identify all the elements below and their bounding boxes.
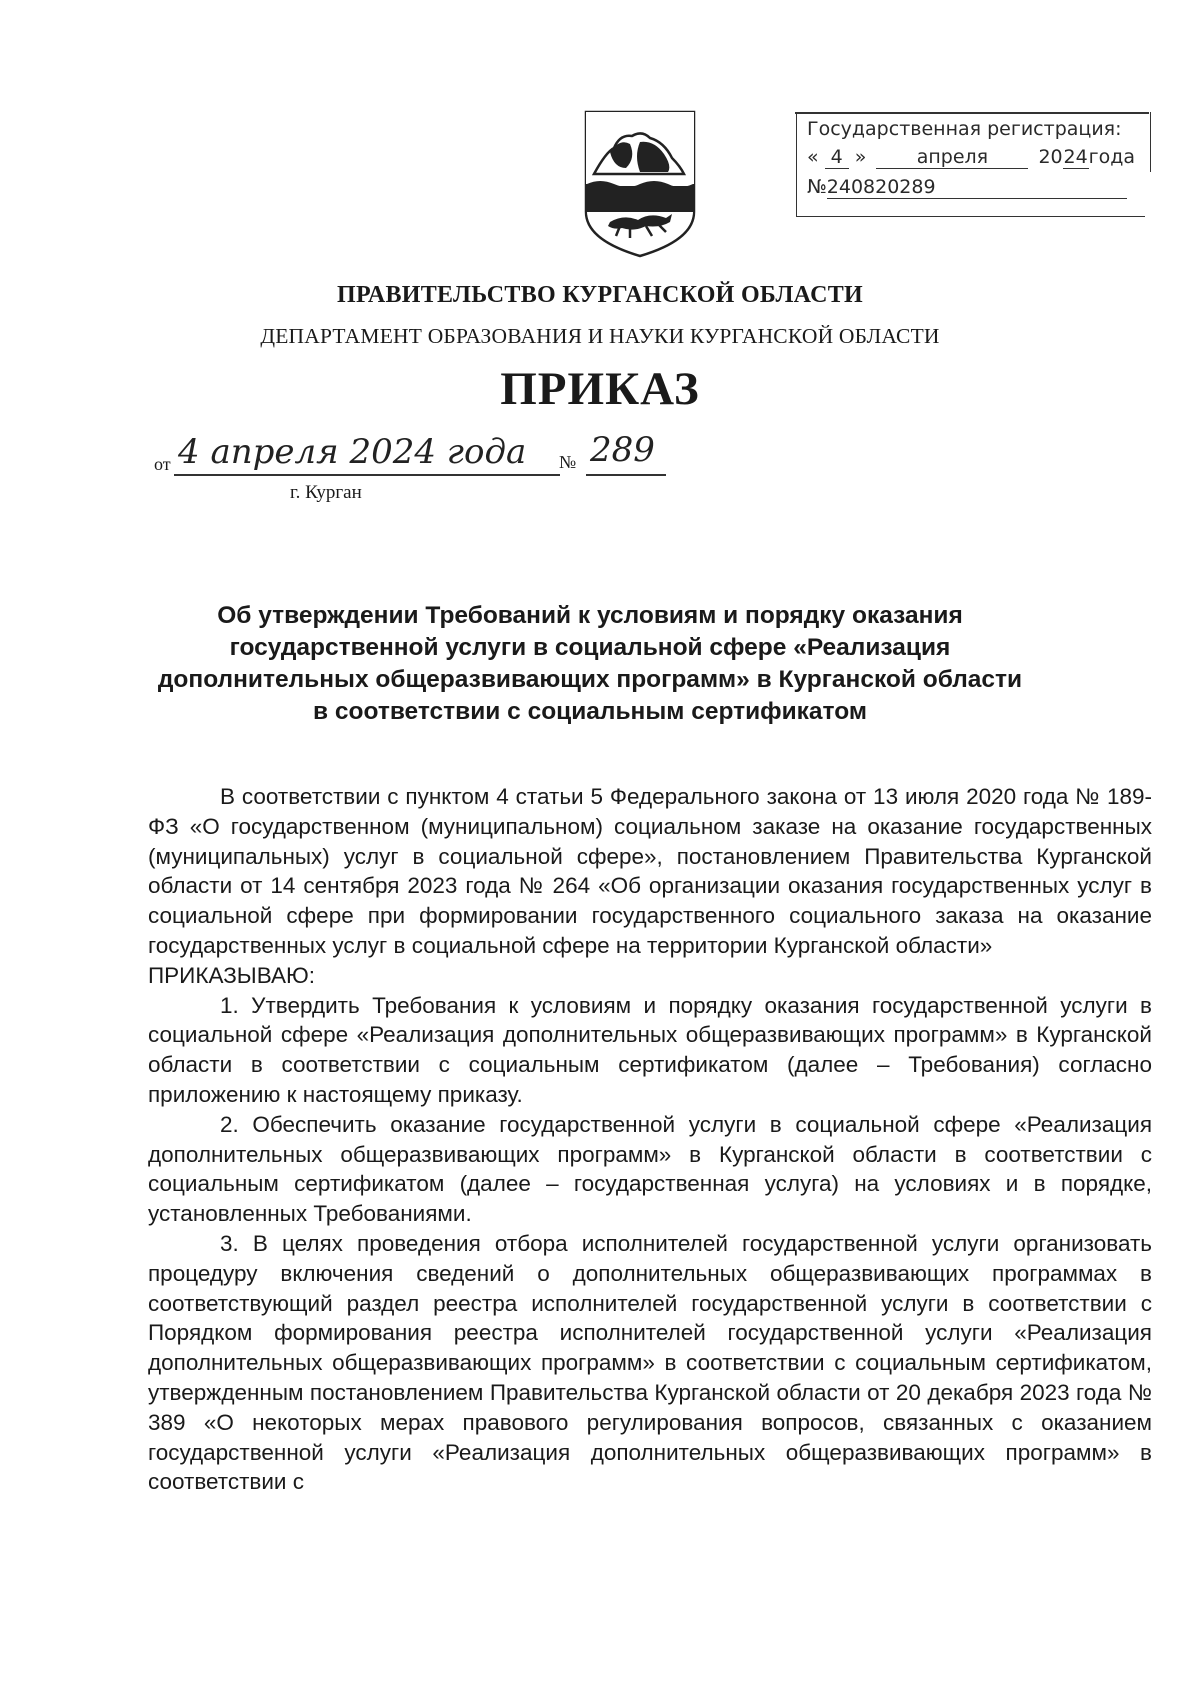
- registration-label: Государственная регистрация:: [807, 118, 1122, 140]
- title-line: в соответствии с социальным сертификатом: [313, 698, 867, 725]
- order-date-underline: [174, 474, 560, 476]
- stamp-border-top: [795, 112, 1149, 114]
- title-line: государственной услуги в социальной сфере «Реализация: [229, 634, 951, 661]
- registration-number: 240820289: [827, 176, 1127, 199]
- command-word: ПРИКАЗЫВАЮ:: [148, 962, 315, 988]
- item-3-paragraph: 3. В целях проведения отбора исполнителей государственной услуги организовать процедуру включения сведений о дополнительных общеразвивающих программах в соответствующий раздел реестра исполнителей государственной услуги в соответствии с Порядком формирования реестра исполнителей государственной услуги «Реализация дополнительных общеразвивающих программ» в соответствии с социальным сертификатом, утвержденным постановлением Правительства Курганской области от 20 декабря 2023 года № 389 «О некоторых мерах правового регулирования вопросов, связанных с оказанием государственной услуги «Реализация дополнительных общеразвивающих программ» в соответствии с: [148, 1230, 1152, 1495]
- coat-of-arms-emblem: [580, 108, 700, 260]
- registration-stamp: [796, 112, 1145, 217]
- document-title: [130, 600, 1050, 728]
- registration-date-row: [807, 146, 1135, 169]
- preamble-paragraph: В соответствии с пунктом 4 статьи 5 Федерального закона от 13 июля 2020 года № 189-ФЗ «О государственном (муниципальном) социальном заказе на оказание государственных (муниципальных) услуг в социальной сфере», постановлением Правительства Курганской области от 14 сентября 2023 года № 264 «Об организации оказания государственных услуг в социальной сфере при формировании государственного социального заказа на оказание государственных услуг в социальной сфере на территории Курганской области»: [148, 784, 1152, 958]
- item-1-paragraph: 1. Утвердить Требования к условиям и порядку оказания государственной услуги в социальной сфере «Реализация дополнительных общеразвивающих программ» в Курганской области в соответствии с социальным сертификатом (далее – Требования) согласно приложению к настоящему приказу.: [148, 992, 1152, 1107]
- order-number-handwritten: 289: [590, 430, 655, 470]
- department-heading: ДЕПАРТАМЕНТ ОБРАЗОВАНИЯ И НАУКИ КУРГАНСКОЙ ОБЛАСТИ: [260, 324, 940, 348]
- document-body: [148, 782, 1152, 1497]
- registration-month: апреля: [876, 146, 1028, 169]
- item-2-paragraph: 2. Обеспечить оказание государственной услуги в социальной сфере «Реализация дополнительных общеразвивающих программ» в Курганской области в соответствии с социальным сертификатом (далее – государственная услуга) на условиях и в порядке, установленных Требованиями.: [148, 1111, 1152, 1227]
- registration-number-prefix: №: [807, 176, 827, 198]
- document-type-heading: ПРИКАЗ: [500, 363, 700, 415]
- title-line: дополнительных общеразвивающих программ» в Курганской области: [157, 666, 1023, 693]
- registration-number-row: [807, 176, 1127, 199]
- order-number-underline: [586, 474, 666, 476]
- government-heading: ПРАВИТЕЛЬСТВО КУРГАНСКОЙ ОБЛАСТИ: [336, 282, 864, 308]
- order-number-label: №: [559, 452, 577, 472]
- order-from-label: от: [154, 454, 171, 474]
- title-line: Об утверждении Требований к условиям и порядку оказания: [217, 602, 963, 629]
- registration-year-suffix: 24: [1063, 146, 1088, 168]
- order-city: г. Курган: [290, 482, 362, 503]
- order-date-handwritten: 4 апреля 2024 года: [178, 432, 527, 472]
- registration-year-prefix: 20: [1038, 146, 1063, 168]
- stamp-border-right: [1150, 112, 1152, 172]
- registration-year-word: года: [1088, 146, 1136, 168]
- registration-day: 4: [825, 146, 849, 169]
- registration-day-open: «: [807, 146, 819, 168]
- registration-day-close: »: [854, 146, 867, 168]
